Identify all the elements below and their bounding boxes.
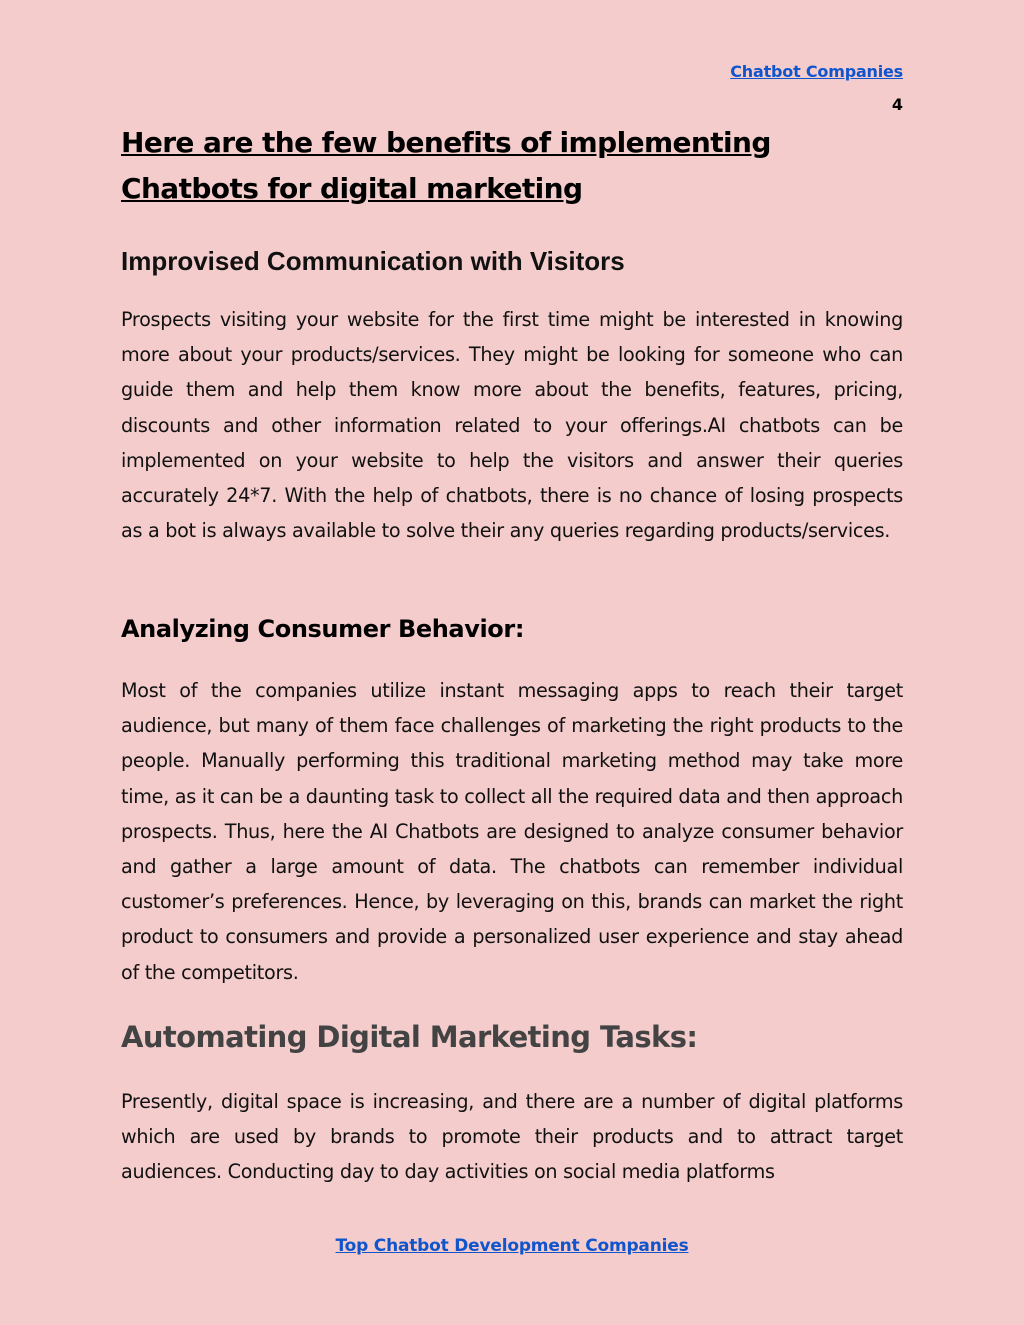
section-heading-consumer-behavior: Analyzing Consumer Behavior: [121,615,525,643]
page-number: 4 [891,95,903,114]
section-heading-automating-tasks: Automating Digital Marketing Tasks: [121,1020,698,1054]
section-paragraph-consumer-behavior: Most of the companies utilize instant messaging apps to reach their target audience, but many of them face challenges of marketing the right products to the people. Manually performing this traditional marketing method may take more time, as it can be a daunting task to collect all the required data and then approach prospects. Thus, here the AI Chatbots are designed to analyze consumer behavior and gather a large amount of data. The chatbots can remember individual customer’s preferences. Hence, by leveraging on this, brands can market the right product to consumers and provide a personalized user experience and stay ahead of the competitors. [121,679,903,984]
section-heading-communication: Improvised Communication with Visitors [121,246,625,276]
header-link[interactable]: Chatbot Companies [730,62,903,81]
document-page [121,0,903,1325]
section-paragraph-communication: Prospects visiting your website for the first time might be interested in knowing more about your products/services. They might be looking for someone who can guide them and help them know more about the benefits, features, pricing, discounts and other information related to your offerings.AI chatbots can be implemented on your website to help the visitors and answer their queries accurately 24*7. With the help of chatbots, there is no chance of losing prospects as a bot is always available to solve their any queries regarding products/services. [121,308,903,543]
footer [121,1236,903,1256]
section-paragraph-automating-tasks: Presently, digital space is increasing, and there are a number of digital platforms which are used by brands to promote their products and to attract target audiences. Conducting day to day activities on social media platforms [121,1090,903,1184]
footer-link[interactable]: Top Chatbot Development Companies [335,1236,689,1256]
page-title: Here are the few benefits of implementing Chatbots for digital marketing [121,126,771,205]
